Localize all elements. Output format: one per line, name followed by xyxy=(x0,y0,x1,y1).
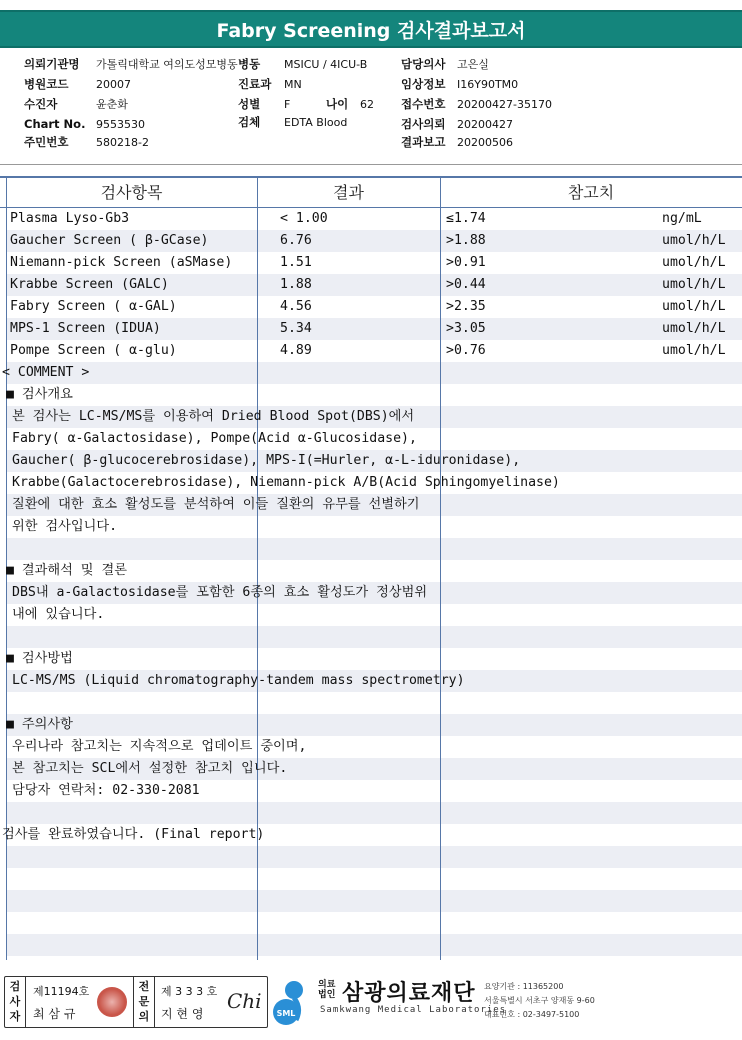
comment-line: 본 참고치는 SCL에서 설정한 참고치 입니다. xyxy=(12,761,288,776)
hospital-code-label: 병원코드 xyxy=(24,77,69,91)
row-result: 4.56 xyxy=(280,299,312,314)
row-reference: ≤1.74 xyxy=(446,211,486,226)
sml-logo-icon xyxy=(272,978,310,1026)
row-reference: >0.76 xyxy=(446,343,486,358)
receipt-label: 접수번호 xyxy=(401,97,446,111)
brand-subtitle: Samkwang Medical Laboratories xyxy=(320,1005,507,1015)
table-row xyxy=(0,274,742,296)
table-header xyxy=(0,176,742,208)
row-stripe xyxy=(6,890,742,912)
sex-value: F xyxy=(284,98,291,111)
table-row xyxy=(0,252,742,274)
row-unit: umol/h/L xyxy=(662,321,726,336)
age-value: 62 xyxy=(360,98,374,111)
row-stripe xyxy=(6,626,742,648)
row-item: Plasma Lyso-Gb3 xyxy=(10,211,130,226)
comment-line: Krabbe(Galactocerebrosidase), Niemann-pick A/B(Acid Sphingomyelinase) xyxy=(12,475,560,490)
row-unit: umol/h/L xyxy=(662,299,726,314)
row-item: Gaucher Screen ( β-GCase) xyxy=(10,233,209,248)
row-stripe xyxy=(6,538,742,560)
row-stripe xyxy=(6,934,742,956)
chart-no-value: 9553530 xyxy=(96,118,145,131)
brand-prefix-line-1: 의료 xyxy=(318,980,336,990)
doctor-value: 고은실 xyxy=(457,58,489,71)
institution-label: 의뢰기관명 xyxy=(24,57,80,71)
brand-info-code: 요양기관 : 11365200 xyxy=(484,982,564,991)
row-stripe xyxy=(6,802,742,824)
comment-line: 담당자 연락처: 02-330-2081 xyxy=(12,783,200,798)
brand-info-address: 서울특별시 서초구 양재동 9-60 xyxy=(484,996,595,1005)
report-meta xyxy=(0,56,742,156)
row-result: 5.34 xyxy=(280,321,312,336)
hospital-code-value: 20007 xyxy=(96,78,131,91)
patient-label: 수진자 xyxy=(24,97,58,111)
specialist-signature: Chi xyxy=(227,989,262,1013)
doctor-label: 담당의사 xyxy=(401,57,446,71)
comment-line: DBS내 a-Galactosidase를 포함한 6종의 효소 활성도가 정상범위 xyxy=(12,585,428,600)
chart-no-label: Chart No. xyxy=(24,117,86,131)
signature-box xyxy=(4,976,268,1028)
dept-value: MN xyxy=(284,78,302,91)
resident-no-value: 580218-2 xyxy=(96,136,149,149)
report-title: Fabry Screening 검사결과보고서 xyxy=(0,10,742,48)
tester-name: 최 삼 규 xyxy=(33,1007,76,1021)
comment-line: 질환에 대한 효소 활성도를 분석하여 이들 질환의 유무를 선별하기 xyxy=(12,497,420,512)
row-reference: >0.44 xyxy=(446,277,486,292)
report-date-value: 20200506 xyxy=(457,136,513,149)
report-footer xyxy=(0,968,742,1040)
row-result: 4.89 xyxy=(280,343,312,358)
brand-name: 삼광의료재단 xyxy=(342,981,476,1006)
age-label: 나이 xyxy=(326,97,349,111)
sml-logo-text: SML xyxy=(276,1009,296,1018)
specialist-name: 지 현 영 xyxy=(161,1007,204,1021)
row-unit: ng/mL xyxy=(662,211,702,226)
request-value: 20200427 xyxy=(457,118,513,131)
table-row xyxy=(0,340,742,362)
comment-header: < COMMENT > xyxy=(2,365,90,380)
request-label: 검사의뢰 xyxy=(401,117,446,131)
table-row xyxy=(0,230,742,252)
brand-prefix xyxy=(318,980,335,1000)
specimen-label: 검체 xyxy=(238,115,261,129)
table-row xyxy=(0,296,742,318)
row-reference: >3.05 xyxy=(446,321,486,336)
row-result: 1.88 xyxy=(280,277,312,292)
row-result: 1.51 xyxy=(280,255,312,270)
brand-info xyxy=(484,980,595,1022)
row-stripe xyxy=(6,362,742,384)
comment-section-title: ■ 주의사항 xyxy=(6,717,73,732)
row-reference: >1.88 xyxy=(446,233,486,248)
patient-value: 윤춘화 xyxy=(96,98,128,111)
row-stripe xyxy=(6,846,742,868)
row-item: Fabry Screen ( α-GAL) xyxy=(10,299,177,314)
ward-value: MSICU / 4ICU-B xyxy=(284,58,368,71)
header-reference: 참고치 xyxy=(567,183,615,202)
row-item: Niemann-pick Screen (aSMase) xyxy=(10,255,233,270)
specimen-value: EDTA Blood xyxy=(284,116,348,129)
table-row xyxy=(0,318,742,340)
row-stripe xyxy=(6,714,742,736)
report-date-label: 결과보고 xyxy=(401,135,446,149)
comment-line: 위한 검사입니다. xyxy=(12,519,118,534)
row-reference: >0.91 xyxy=(446,255,486,270)
comment-line: 내에 있습니다. xyxy=(12,607,105,622)
comment-section-title: ■ 검사개요 xyxy=(6,387,73,402)
row-unit: umol/h/L xyxy=(662,277,726,292)
row-reference: >2.35 xyxy=(446,299,486,314)
table-row xyxy=(0,208,742,230)
clinical-value: I16Y90TM0 xyxy=(457,78,519,91)
resident-no-label: 주민번호 xyxy=(24,135,69,149)
results-sheet xyxy=(0,176,742,960)
header-item: 검사항목 xyxy=(100,183,163,202)
comment-line: Gaucher( β-glucocerebrosidase), MPS-I(=Hurler, α-L-iduronidase), xyxy=(12,453,521,468)
dept-label: 진료과 xyxy=(238,77,272,91)
header-result: 결과 xyxy=(333,183,364,202)
brand-prefix-line-2: 법인 xyxy=(318,990,336,1000)
comment-line: 우리나라 참고치는 지속적으로 업데이트 중이며, xyxy=(12,739,307,754)
row-unit: umol/h/L xyxy=(662,343,726,358)
row-unit: umol/h/L xyxy=(662,255,726,270)
meta-divider xyxy=(0,164,742,165)
comment-line: LC-MS/MS (Liquid chromatography-tandem mass spectrometry) xyxy=(12,673,465,688)
brand-info-phone: 대표번호 : 02-3497-5100 xyxy=(484,1010,580,1019)
row-result: 6.76 xyxy=(280,233,312,248)
comment-line: Fabry( α-Galactosidase), Pompe(Acid α-Glucosidase), xyxy=(12,431,417,446)
institution-value: 가톨릭대학교 여의도성모병동 xyxy=(96,58,238,71)
final-report-note: 검사를 완료하였습니다. (Final report) xyxy=(2,827,265,842)
row-item: Krabbe Screen (GALC) xyxy=(10,277,169,292)
row-result: < 1.00 xyxy=(280,211,328,226)
comment-line: 본 검사는 LC-MS/MS를 이용하여 Dried Blood Spot(DBS)에서 xyxy=(12,409,415,424)
comment-section-title: ■ 검사방법 xyxy=(6,651,73,666)
row-item: Pompe Screen ( α-glu) xyxy=(10,343,177,358)
tester-vertical-label: 검사자 xyxy=(9,980,21,1023)
tester-seal-icon xyxy=(97,987,127,1017)
sex-label: 성별 xyxy=(238,97,261,111)
receipt-value: 20200427-35170 xyxy=(457,98,552,111)
clinical-label: 임상정보 xyxy=(401,77,446,91)
tester-license: 제11194호 xyxy=(33,985,90,998)
ward-label: 병동 xyxy=(238,57,261,71)
row-item: MPS-1 Screen (IDUA) xyxy=(10,321,161,336)
specialist-license: 제 3 3 3 호 xyxy=(161,985,218,998)
comment-section-title: ■ 결과해석 및 결론 xyxy=(6,563,127,578)
specialist-vertical-label: 전문의 xyxy=(138,980,150,1023)
row-unit: umol/h/L xyxy=(662,233,726,248)
